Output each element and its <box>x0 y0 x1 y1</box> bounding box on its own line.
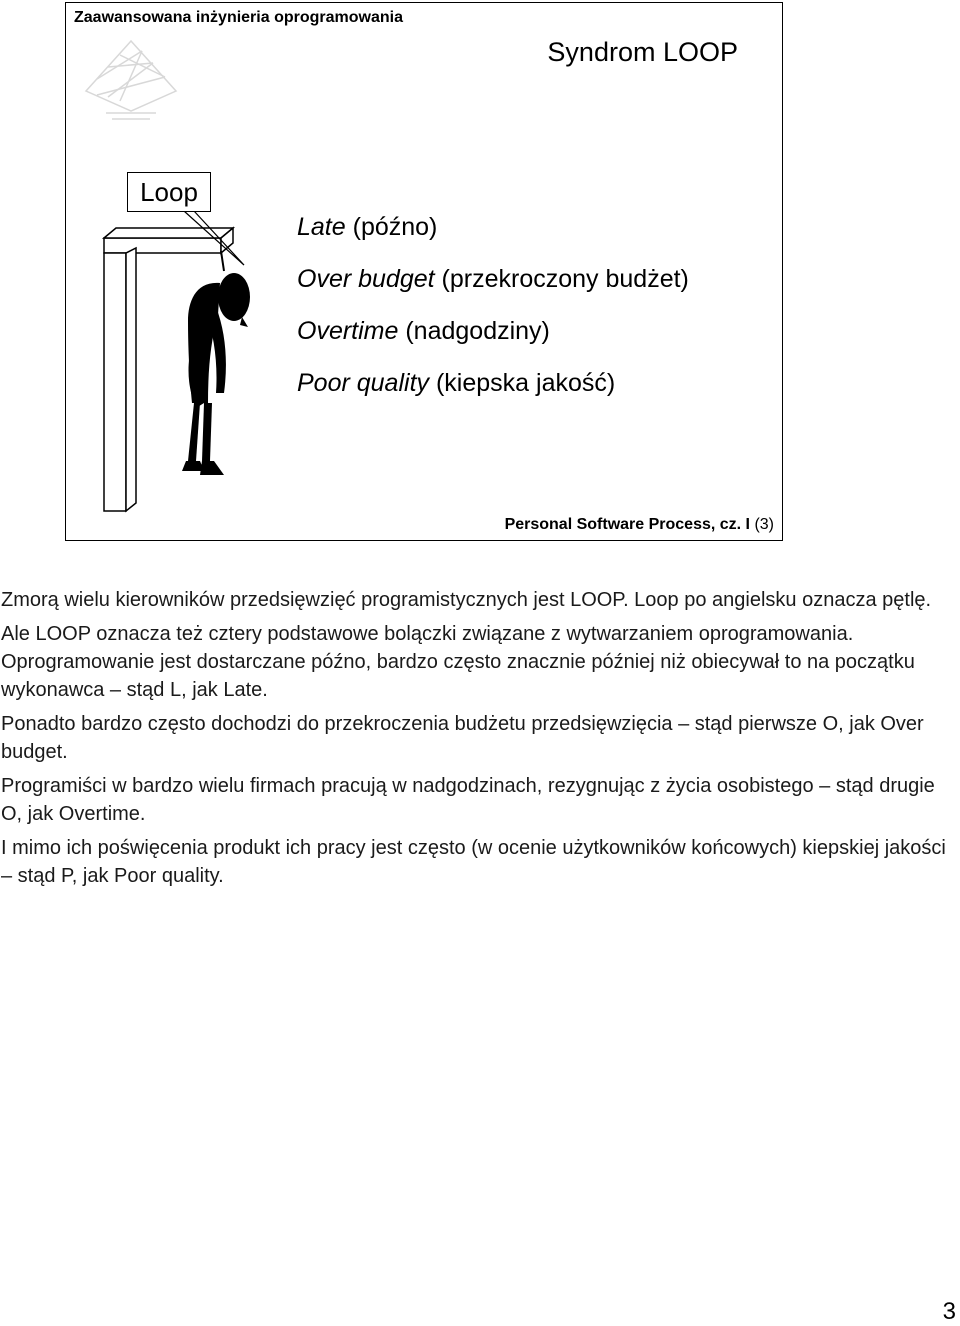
list-item: Late (późno) <box>297 213 438 241</box>
notes-paragraph: I mimo ich poświęcenia produkt ich pracy jest często (w ocenie użytkowników końcowych) kiepskiej jakości – stąd P, jak Poor quality. <box>1 837 946 887</box>
notes-paragraph: Programiści w bardzo wielu firmach pracują w nadgodzinach, rezygnując z życia osobistego – stąd drugie O, jak Overtime. <box>1 775 935 825</box>
slide-title: Syndrom LOOP <box>547 37 738 67</box>
hanged-man-icon <box>96 203 306 513</box>
page-number: 3 <box>942 1298 956 1325</box>
lecture-notes <box>1 586 951 896</box>
loop-callout-label: Loop <box>127 172 211 212</box>
slide-frame <box>65 2 783 541</box>
list-item: Overtime (nadgodziny) <box>297 317 550 345</box>
slide-footer: Personal Software Process, cz. I (3) <box>504 516 774 533</box>
notes-paragraph: Ponadto bardzo często dochodzi do przekroczenia budżetu przedsięwzięcia – stąd pierwsze O, jak Over budget. <box>1 713 924 763</box>
list-item: Poor quality (kiepska jakość) <box>297 369 616 397</box>
loop-items-list <box>297 201 689 409</box>
faded-grid-logo-icon <box>76 31 186 123</box>
course-title: Zaawansowana inżynieria oprogramowania <box>74 9 403 26</box>
list-item: Over budget (przekroczony budżet) <box>297 265 689 293</box>
notes-paragraph: Zmorą wielu kierowników przedsięwzięć programistycznych jest LOOP. Loop po angielsku oznacza pętlę. <box>1 589 932 611</box>
notes-paragraph: Ale LOOP oznacza też cztery podstawowe bolączki związane z wytwarzaniem oprogramowania. Oprogramowanie jest dostarczane późno, bardzo często znacznie później niż obiecywał to na początku wykonawca – stąd L, jak Late. <box>1 623 915 701</box>
